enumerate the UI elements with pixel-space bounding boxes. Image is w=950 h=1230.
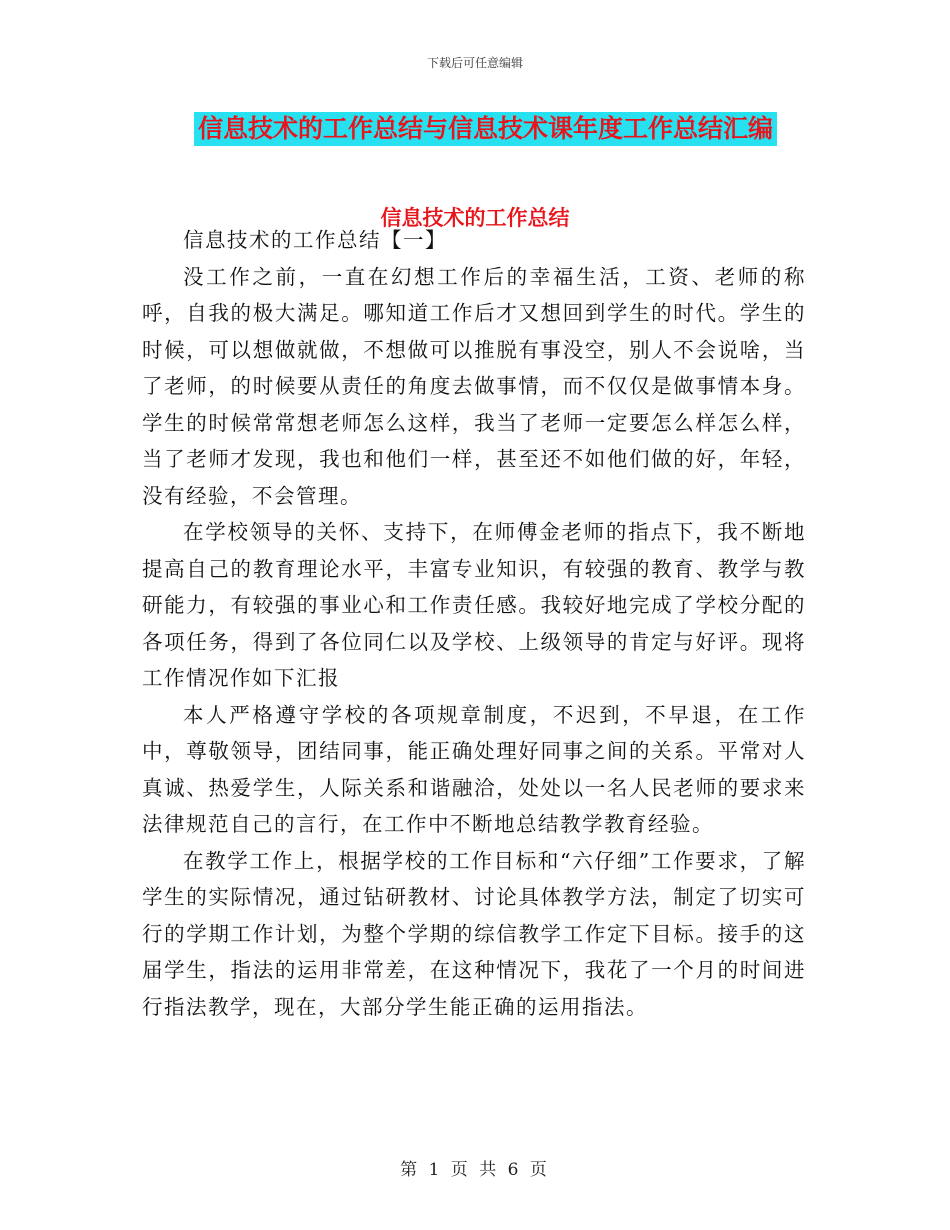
section-label: 信息技术的工作总结【一】	[183, 228, 447, 252]
paragraph-3: 本人严格遵守学校的各项规章制度，不迟到，不早退，在工作中，尊敬领导，团结同事，能正确处理好同事之间的关系。平常对人真诚、热爱学生，人际关系和谐融洽，处处以一名人民老师的要求来法律规范自己的言行，在工作中不断地总结教学教育经验。	[142, 702, 806, 836]
document-body	[142, 222, 806, 1025]
paragraph-2: 在学校领导的关怀、支持下，在师傅金老师的指点下，我不断地提高自己的教育理论水平，丰富专业知识，有较强的教育、教学与教研能力，有较强的事业心和工作责任感。我较好地完成了学校分配的各项任务，得到了各位同仁以及学校、上级领导的肯定与好评。现将工作情况作如下汇报	[142, 520, 806, 690]
page-number-footer: 第 1 页 共 6 页	[400, 1160, 550, 1180]
paragraph-4: 在教学工作上，根据学校的工作目标和“六仔细”工作要求，了解学生的实际情况，通过钻研教材、讨论具体教学方法，制定了切实可行的学期工作计划，为整个学期的综信教学工作定下目标。接手的这届学生，指法的运用非常差，在这种情况下，我花了一个月的时间进行指法教学，现在，大部分学生能正确的运用指法。	[142, 848, 806, 1019]
paragraph-1: 没工作之前，一直在幻想工作后的幸福生活，工资、老师的称呼，自我的极大满足。哪知道工作后才又想回到学生的时代。学生的时候，可以想做就做，不想做可以推脱有事没空，别人不会说啥，当了老师，的时候要从责任的角度去做事情，而不仅仅是做事情本身。学生的时候常常想老师怎么这样，我当了老师一定要怎么样怎么样，当了老师才发现，我也和他们一样，甚至还不如他们做的好，年轻，没有经验，不会管理。	[142, 264, 806, 508]
page-header-note: 下载后可任意编辑	[426, 56, 523, 70]
document-sub-title: 信息技术的工作总结	[380, 206, 570, 230]
document-main-title: 信息技术的工作总结与信息技术课年度工作总结汇编	[194, 112, 777, 146]
